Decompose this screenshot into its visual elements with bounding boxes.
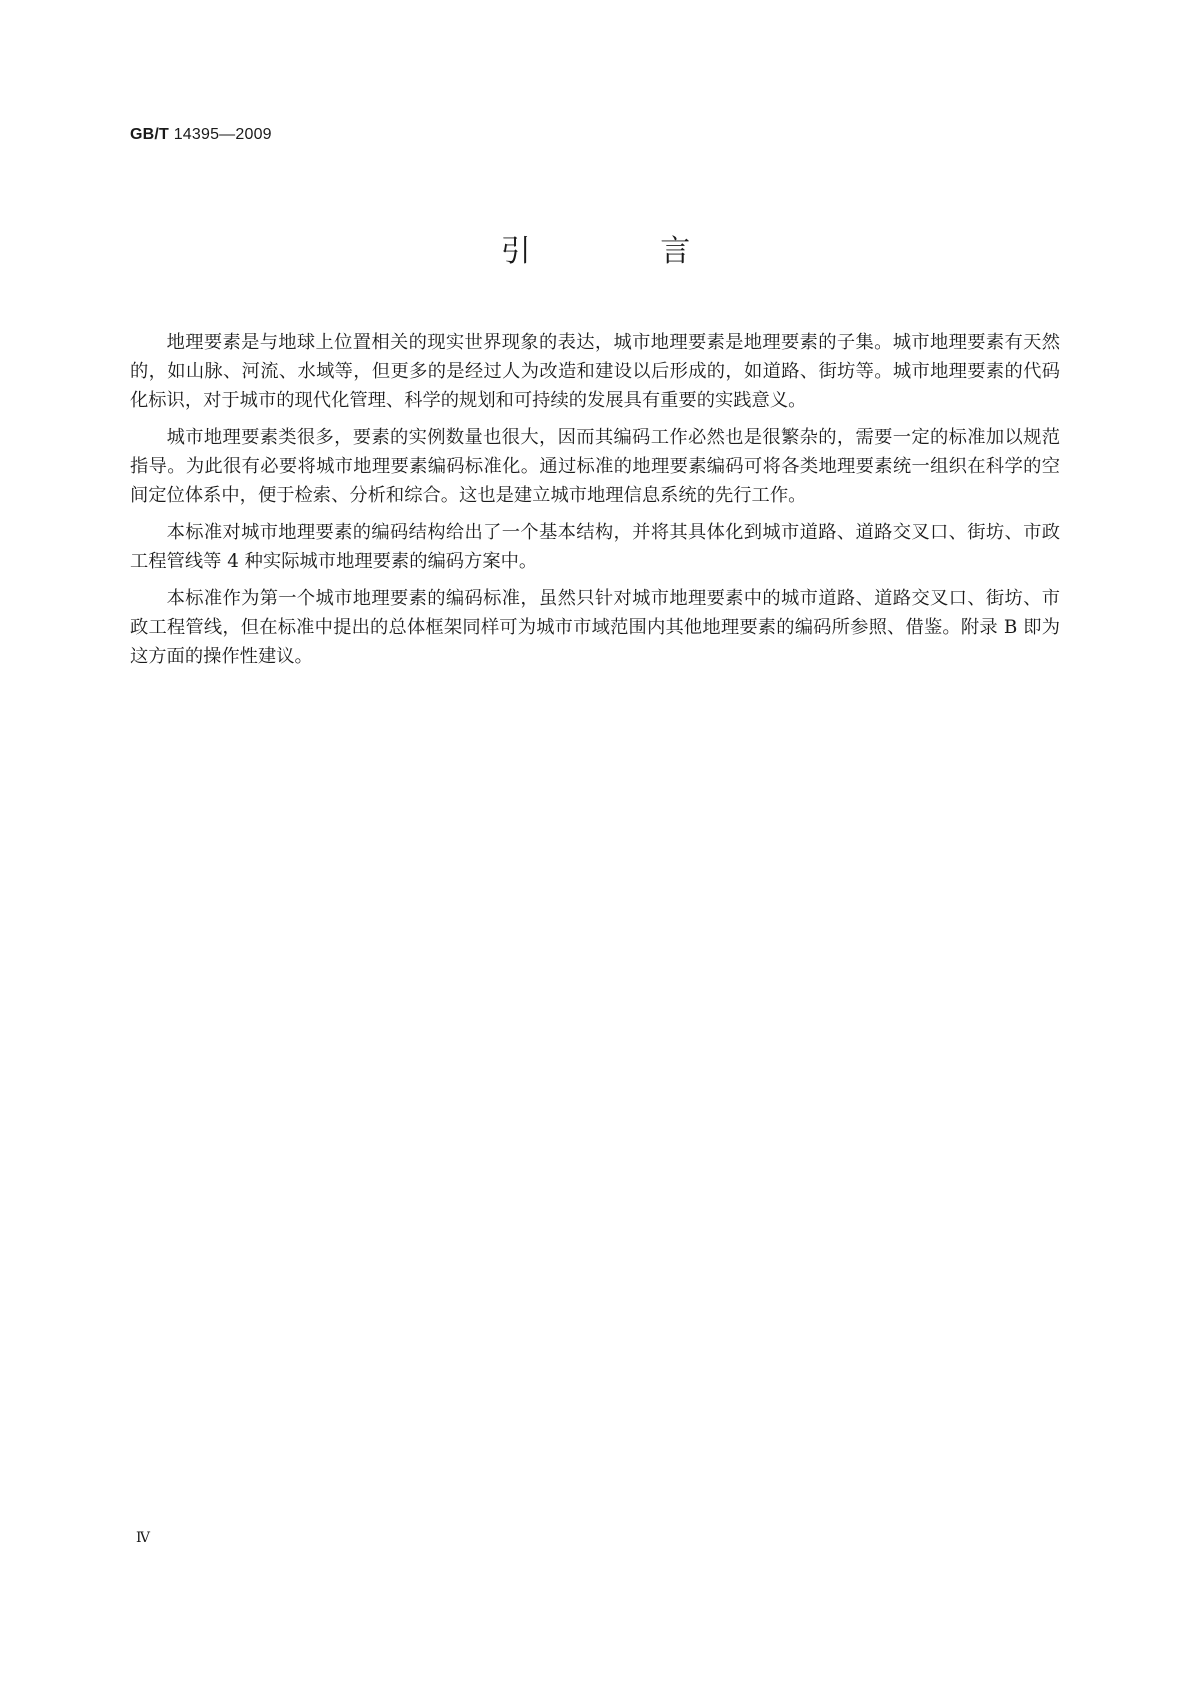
paragraph: 本标准作为第一个城市地理要素的编码标准，虽然只针对城市地理要素中的城市道路、道路交叉口、街坊、市政工程管线，但在标准中提出的总体框架同样可为城市市域范围内其他地理要素的编码所参照、借鉴。附录 B 即为这方面的操作性建议。 <box>130 588 1060 667</box>
paragraph: 地理要素是与地球上位置相关的现实世界现象的表达，城市地理要素是地理要素的子集。城市地理要素有天然的，如山脉、河流、水域等，但更多的是经过人为改造和建设以后形成的，如道路、街坊等。城市地理要素的代码化标识，对于城市的现代化管理、科学的规划和可持续的发展具有重要的实践意义。 <box>130 332 1060 411</box>
standard-code <box>130 126 272 144</box>
standard-prefix: GB/T <box>130 126 170 143</box>
page-number: Ⅳ <box>136 1530 150 1546</box>
introduction-body <box>130 328 1060 679</box>
page-title: 引 言 <box>500 234 751 269</box>
paragraph: 本标准对城市地理要素的编码结构给出了一个基本结构，并将其具体化到城市道路、道路交叉口、街坊、市政工程管线等 4 种实际城市地理要素的编码方案中。 <box>130 522 1060 572</box>
standard-number: 14395—2009 <box>173 126 272 143</box>
paragraph: 城市地理要素类很多，要素的实例数量也很大，因而其编码工作必然也是很繁杂的，需要一定的标准加以规范指导。为此很有必要将城市地理要素编码标准化。通过标准的地理要素编码可将各类地理要素统一组织在科学的空间定位体系中，便于检索、分析和综合。这也是建立城市地理信息系统的先行工作。 <box>130 427 1060 506</box>
